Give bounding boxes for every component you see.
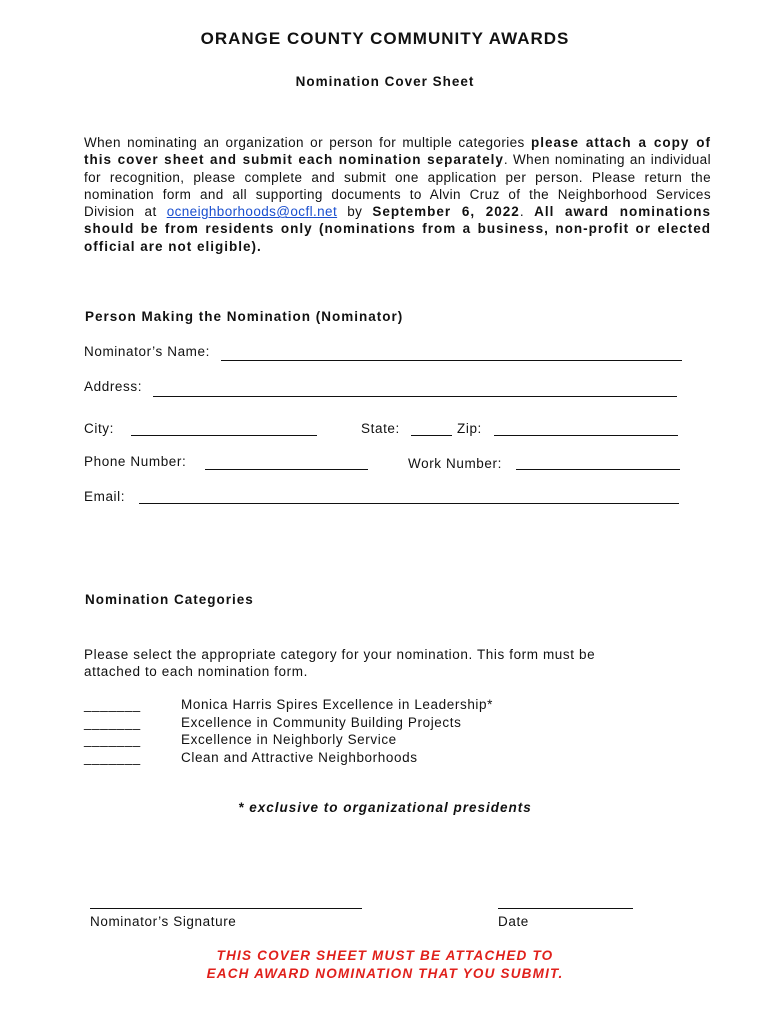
address-label: Address: — [84, 379, 143, 394]
nominator-heading: Person Making the Nomination (Nominator) — [85, 309, 404, 324]
email-field[interactable] — [139, 503, 679, 504]
nominator-name-field[interactable] — [221, 360, 682, 361]
category-blank-3[interactable]: _______ — [84, 732, 141, 747]
intro-paragraph — [84, 134, 711, 255]
state-field[interactable] — [411, 435, 452, 436]
leadership-footnote: * exclusive to organizational presidents — [238, 800, 532, 815]
address-field[interactable] — [153, 396, 677, 397]
signature-label: Nominator’s Signature — [90, 914, 237, 929]
work-number-label: Work Number: — [408, 456, 502, 471]
date-line[interactable] — [498, 908, 633, 909]
work-number-field[interactable] — [516, 469, 680, 470]
warning-line-2: EACH AWARD NOMINATION THAT YOU SUBMIT. — [206, 966, 564, 981]
state-label: State: — [361, 421, 400, 436]
categories-heading: Nomination Categories — [85, 592, 254, 607]
intro-text-4: . — [519, 204, 535, 220]
page-subtitle: Nomination Cover Sheet — [295, 74, 475, 89]
category-blank-4[interactable]: _______ — [84, 750, 141, 765]
nominator-name-label: Nominator’s Name: — [84, 344, 210, 359]
intro-deadline: September 6, 2022 — [372, 204, 520, 220]
categories-instructions: Please select the appropriate category for your nomination. This form must be attached to each nomination form. — [84, 647, 596, 679]
category-label-4: Clean and Attractive Neighborhoods — [181, 750, 418, 765]
intro-text-2: . When nominating an individual for recognition, please complete and submit one application per person. Please return the nomination form and all supporting documents to Alvin Cruz of the Neighborhood Services Division at — [84, 152, 711, 220]
intro-text-3: by — [337, 204, 373, 220]
category-blank-1[interactable]: _______ — [84, 697, 141, 712]
intro-text-1: When nominating an organization or person for multiple categories — [84, 135, 531, 150]
zip-field[interactable] — [494, 435, 678, 436]
category-blank-2[interactable]: _______ — [84, 715, 141, 730]
signature-line[interactable] — [90, 908, 362, 909]
category-label-2: Excellence in Community Building Projects — [181, 715, 462, 730]
phone-field[interactable] — [205, 469, 368, 470]
city-label: City: — [84, 421, 114, 436]
phone-label: Phone Number: — [84, 454, 187, 469]
city-field[interactable] — [131, 435, 317, 436]
page-title: ORANGE COUNTY COMMUNITY AWARDS — [200, 29, 570, 48]
category-label-1: Monica Harris Spires Excellence in Leadership* — [181, 697, 493, 712]
intro-bold-3: All award nominations should be from residents only (nominations from a business, non-profit or elected official are not eligible). — [84, 204, 711, 254]
category-label-3: Excellence in Neighborly Service — [181, 732, 397, 747]
email-link[interactable]: ocneighborhoods@ocfl.net — [166, 204, 338, 220]
zip-label: Zip: — [457, 421, 482, 436]
email-label: Email: — [84, 489, 126, 504]
intro-bold-1: please attach a copy of this cover sheet and submit each nomination separately — [84, 135, 712, 168]
date-label: Date — [498, 914, 529, 929]
warning-line-1: THIS COVER SHEET MUST BE ATTACHED TO — [216, 948, 554, 963]
